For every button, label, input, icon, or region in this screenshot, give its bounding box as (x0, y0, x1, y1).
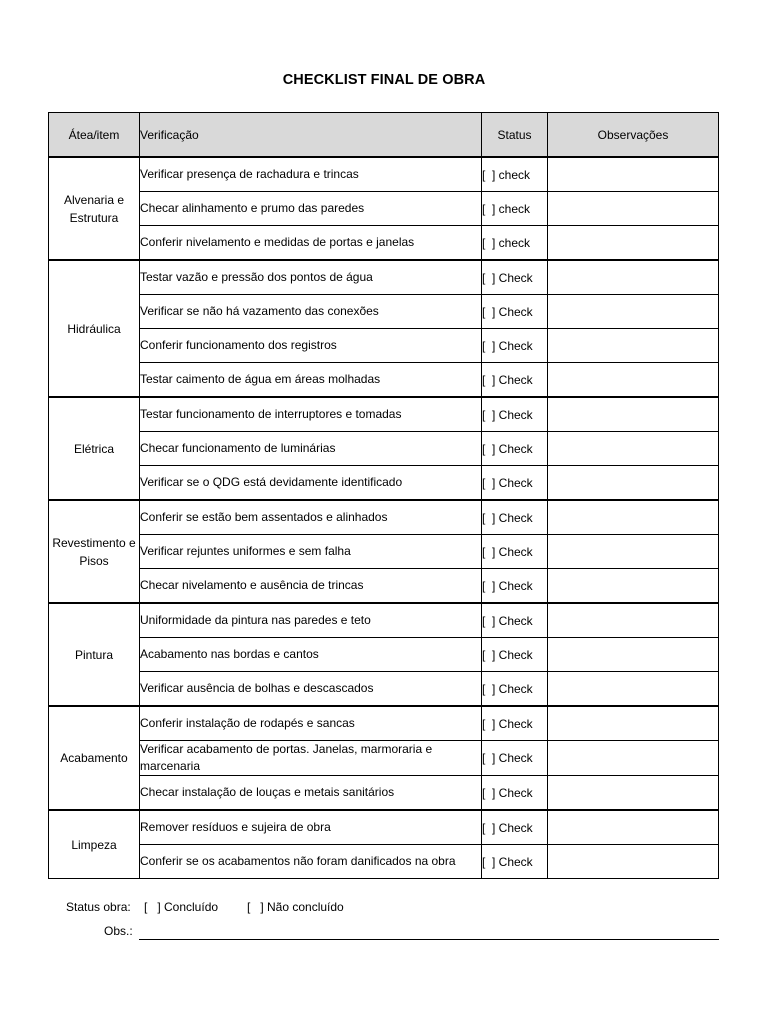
status-check-cell[interactable]: [ ] Check (482, 466, 548, 501)
status-check-cell[interactable]: [ ] Check (482, 741, 548, 776)
verificacao-cell: Uniformidade da pintura nas paredes e teto (140, 603, 482, 638)
status-check-cell[interactable]: [ ] Check (482, 535, 548, 569)
table-row (49, 466, 719, 501)
area-cell: Acabamento (49, 706, 140, 810)
status-check-cell[interactable]: [ ] Check (482, 810, 548, 845)
header-verificacao: Verificação (140, 113, 482, 158)
verificacao-cell: Testar vazão e pressão dos pontos de água (140, 260, 482, 295)
table-row (49, 810, 719, 845)
verificacao-cell: Verificar ausência de bolhas e descascados (140, 672, 482, 707)
verificacao-cell: Checar nivelamento e ausência de trincas (140, 569, 482, 604)
area-cell: Alvenaria e Estrutura (49, 157, 140, 260)
header-status: Status (482, 113, 548, 158)
table-row (49, 295, 719, 329)
observacoes-cell[interactable] (548, 432, 719, 466)
status-check-cell[interactable]: [ ] Check (482, 672, 548, 707)
observacoes-cell[interactable] (548, 500, 719, 535)
verificacao-cell: Verificar se não há vazamento das conexões (140, 295, 482, 329)
obs-input-line[interactable] (139, 939, 719, 940)
table-row (49, 157, 719, 192)
status-check-cell[interactable]: [ ] Check (482, 363, 548, 398)
table-row (49, 603, 719, 638)
table-row (49, 192, 719, 226)
status-obra-label: Status obra: (66, 900, 131, 914)
area-cell: Limpeza (49, 810, 140, 879)
checklist-table (48, 112, 719, 879)
option-concluido-checkbox[interactable]: [ ] Concluído (144, 900, 219, 914)
status-check-cell[interactable]: [ ] Check (482, 260, 548, 295)
table-row (49, 672, 719, 707)
observacoes-cell[interactable] (548, 638, 719, 672)
status-check-cell[interactable]: [ ] Check (482, 500, 548, 535)
verificacao-cell: Testar funcionamento de interruptores e tomadas (140, 397, 482, 432)
table-row (49, 226, 719, 261)
table-row (49, 776, 719, 811)
status-check-cell[interactable]: [ ] Check (482, 569, 548, 604)
observacoes-cell[interactable] (548, 295, 719, 329)
table-row (49, 363, 719, 398)
observacoes-cell[interactable] (548, 569, 719, 604)
observacoes-cell[interactable] (548, 706, 719, 741)
table-row (49, 706, 719, 741)
area-cell: Revestimento e Pisos (49, 500, 140, 603)
observacoes-cell[interactable] (548, 535, 719, 569)
status-check-cell[interactable]: [ ] Check (482, 603, 548, 638)
verificacao-cell: Testar caimento de água em áreas molhadas (140, 363, 482, 398)
verificacao-cell: Verificar presença de rachadura e trincas (140, 157, 482, 192)
observacoes-cell[interactable] (548, 226, 719, 261)
status-check-cell[interactable]: [ ] Check (482, 706, 548, 741)
observacoes-cell[interactable] (548, 603, 719, 638)
verificacao-cell: Conferir se estão bem assentados e alinhados (140, 500, 482, 535)
observacoes-cell[interactable] (548, 466, 719, 501)
observacoes-cell[interactable] (548, 741, 719, 776)
table-row (49, 500, 719, 535)
verificacao-cell: Verificar rejuntes uniformes e sem falha (140, 535, 482, 569)
table-body (49, 157, 719, 879)
observacoes-cell[interactable] (548, 157, 719, 192)
status-check-cell[interactable]: [ ] Check (482, 329, 548, 363)
verificacao-cell: Checar alinhamento e prumo das paredes (140, 192, 482, 226)
table-row (49, 638, 719, 672)
table-row (49, 569, 719, 604)
table-row (49, 397, 719, 432)
status-check-cell[interactable]: [ ] Check (482, 397, 548, 432)
table-row (49, 741, 719, 776)
verificacao-cell: Remover resíduos e sujeira de obra (140, 810, 482, 845)
observacoes-cell[interactable] (548, 845, 719, 879)
verificacao-cell: Checar instalação de louças e metais sanitários (140, 776, 482, 811)
area-cell: Hidráulica (49, 260, 140, 397)
verificacao-cell: Conferir instalação de rodapés e sancas (140, 706, 482, 741)
table-row (49, 535, 719, 569)
status-check-cell[interactable]: [ ] Check (482, 432, 548, 466)
verificacao-cell: Conferir nivelamento e medidas de portas e janelas (140, 226, 482, 261)
status-check-cell[interactable]: [ ] check (482, 226, 548, 261)
observacoes-cell[interactable] (548, 672, 719, 707)
verificacao-cell: Verificar se o QDG está devidamente identificado (140, 466, 482, 501)
table-row (49, 260, 719, 295)
table-row (49, 845, 719, 879)
table-row (49, 432, 719, 466)
page-title: CHECKLIST FINAL DE OBRA (282, 72, 486, 88)
verificacao-cell: Verificar acabamento de portas. Janelas, marmoraria e marcenaria (140, 741, 482, 776)
table-row (49, 329, 719, 363)
option-nao-concluido-checkbox[interactable]: [ ] Não concluído (247, 900, 344, 914)
header-observacoes: Observações (548, 113, 719, 158)
status-check-cell[interactable]: [ ] Check (482, 845, 548, 879)
observacoes-cell[interactable] (548, 329, 719, 363)
status-check-cell[interactable]: [ ] Check (482, 638, 548, 672)
table-header (49, 113, 719, 158)
observacoes-cell[interactable] (548, 260, 719, 295)
area-cell: Pintura (49, 603, 140, 706)
verificacao-cell: Conferir se os acabamentos não foram danificados na obra (140, 845, 482, 879)
status-check-cell[interactable]: [ ] check (482, 192, 548, 226)
observacoes-cell[interactable] (548, 397, 719, 432)
verificacao-cell: Conferir funcionamento dos registros (140, 329, 482, 363)
verificacao-cell: Checar funcionamento de luminárias (140, 432, 482, 466)
area-cell: Elétrica (49, 397, 140, 500)
status-check-cell[interactable]: [ ] Check (482, 295, 548, 329)
observacoes-cell[interactable] (548, 363, 719, 398)
verificacao-cell: Acabamento nas bordas e cantos (140, 638, 482, 672)
status-check-cell[interactable]: [ ] Check (482, 776, 548, 811)
observacoes-cell[interactable] (548, 810, 719, 845)
status-check-cell[interactable]: [ ] check (482, 157, 548, 192)
observacoes-cell[interactable] (548, 776, 719, 811)
obs-label: Obs.: (104, 924, 133, 938)
header-area: Átea/item (49, 113, 140, 158)
observacoes-cell[interactable] (548, 192, 719, 226)
